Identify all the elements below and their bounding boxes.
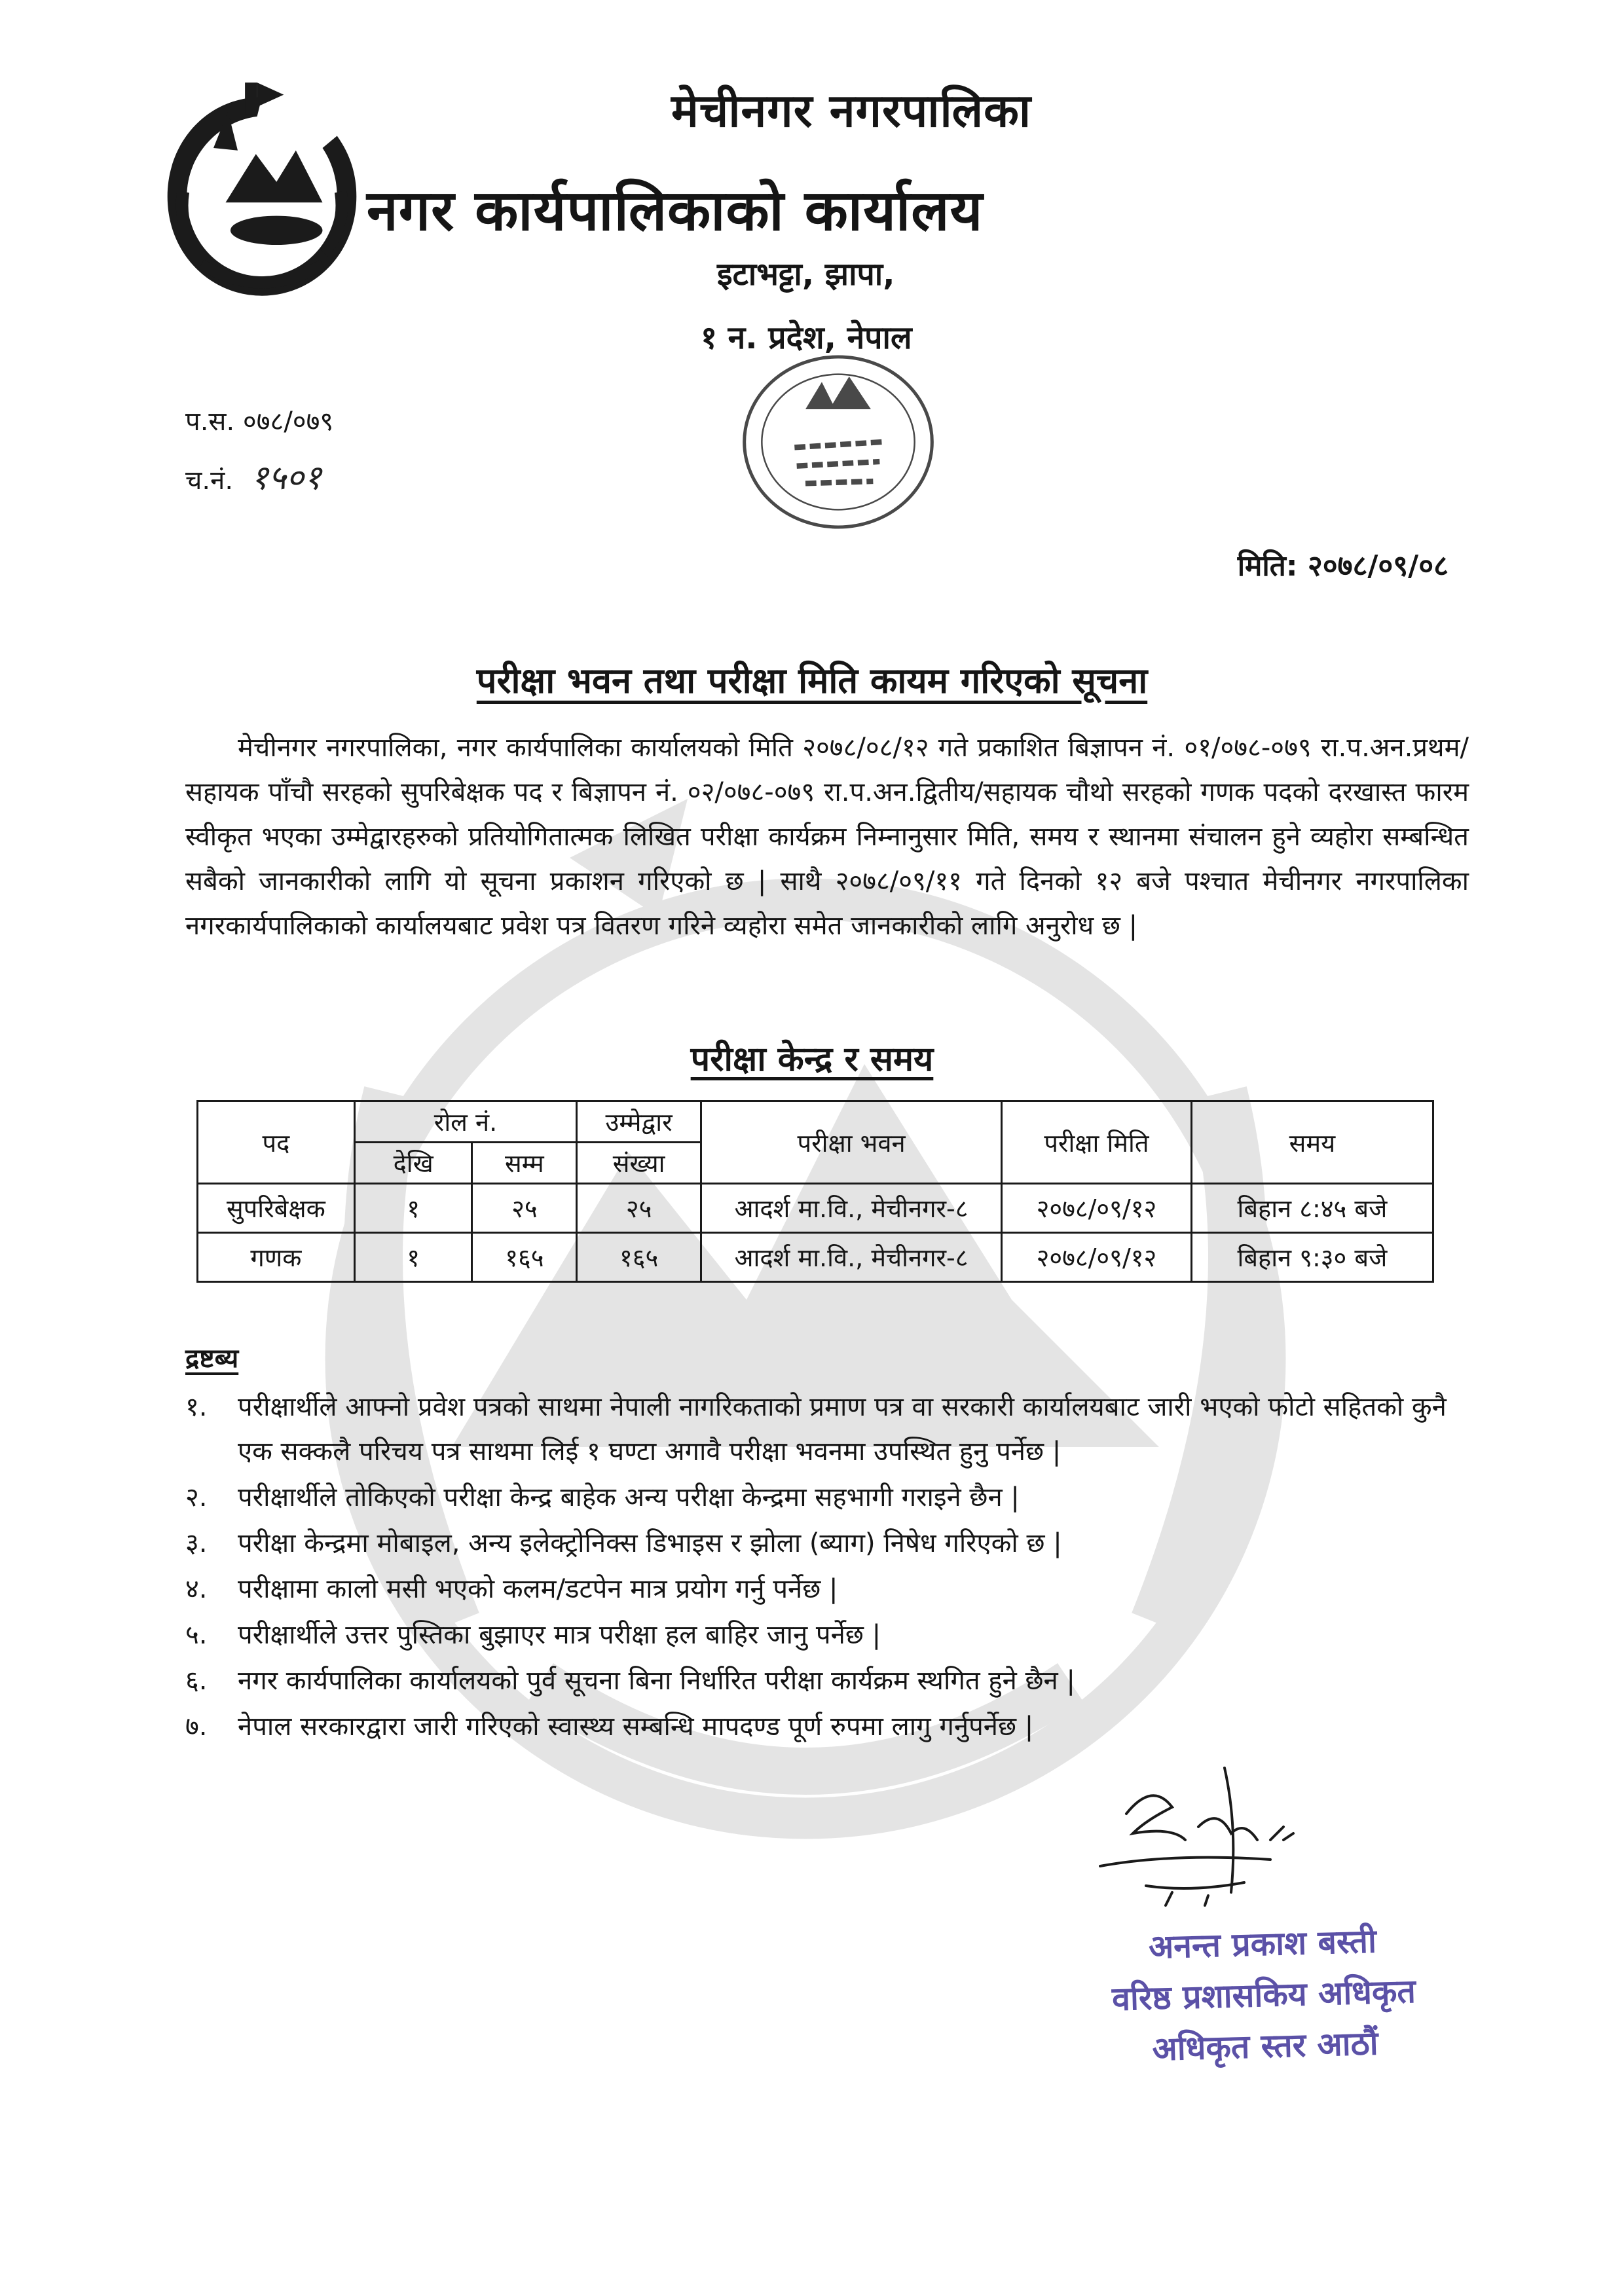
address-line-2: १ न. प्रदेश, नेपाल xyxy=(701,320,912,356)
notice-date xyxy=(1238,545,1449,584)
note-number: २. xyxy=(185,1482,208,1513)
signatory-level: अधिकृत स्तर आठौं xyxy=(1151,2024,1379,2068)
date-label: मिति: xyxy=(1237,549,1298,583)
cell-time: बिहान ९:३० बजे xyxy=(1191,1233,1433,1282)
note-text: परीक्षा केन्द्रमा मोबाइल, अन्य इलेक्ट्रोनिक्स डिभाइस र झोला (ब्याग) निषेध गरिएको छ | xyxy=(238,1528,1062,1558)
office-stamp xyxy=(727,344,950,540)
header-candidates-line1: उम्मेद्वार xyxy=(577,1101,701,1143)
note-text: परीक्षार्थीले उत्तर पुस्तिका बुझाएर मात्र परीक्षा हल बाहिर जानु पर्नेछ | xyxy=(238,1620,881,1650)
dispatch-label: च.नं. xyxy=(185,466,234,496)
note-text: परीक्षामा कालो मसी भएको कलम/डटपेन मात्र प्रयोग गर्नु पर्नेछ | xyxy=(238,1574,838,1604)
cell-roll-from: १ xyxy=(354,1184,472,1233)
header-time: समय xyxy=(1191,1101,1433,1184)
cell-post: गणक xyxy=(198,1233,355,1282)
cell-roll-to: १६५ xyxy=(472,1233,577,1282)
cell-post: सुपरिबेक्षक xyxy=(198,1184,355,1233)
signatory-name: अनन्त प्रकाश बस्ती xyxy=(1148,1922,1377,1966)
list-item xyxy=(185,1385,1482,1474)
table-row xyxy=(198,1233,1433,1282)
cell-venue: आदर्श मा.वि., मेचीनगर-८ xyxy=(701,1233,1001,1282)
note-number: ५. xyxy=(185,1620,208,1650)
notes-list xyxy=(185,1385,1482,1750)
list-item xyxy=(185,1567,1482,1611)
cell-roll-from: १ xyxy=(354,1233,472,1282)
note-number: ७. xyxy=(185,1712,208,1742)
notice-title: परीक्षा भवन तथा परीक्षा मिति कायम गरिएको सूचना xyxy=(476,660,1148,701)
header-venue: परीक्षा भवन xyxy=(701,1101,1001,1184)
exam-schedule-table xyxy=(196,1100,1434,1283)
exam-section-title: परीक्षा केन्द्र र समय xyxy=(690,1040,934,1079)
cell-roll-to: २५ xyxy=(472,1184,577,1233)
note-number: ४. xyxy=(185,1574,208,1604)
notice-body: मेचीनगर नगरपालिका, नगर कार्यपालिका कार्यालयको मिति २०७८/०८/१२ गते प्रकाशित बिज्ञापन नं. ०१/०७८-०७९ रा.प.अन.प्रथम/सहायक पाँचौ सरहको सुपरिबेक्षक पद र बिज्ञापन नं. ०२/०७८-०७९ रा.प.अन.द्वितीय/सहायक चौथो सरहको गणक पदको दरखास्त फारम स्वीकृत भएका उम्मेद्वारहरुको प्रतियोगितात्मक लिखित परीक्षा कार्यक्रम निम्नानुसार मिति, समय र स्थानमा संचालन हुने व्यहोरा सम्बन्धित सबैको जानकारीको लागि यो सूचना प्रकाशन गरिएको छ | साथै २०७८/०९/११ गते दिनको १२ बजे पश्चात मेचीनगर नगरपालिका नगरकार्यपालिकाको कार्यालयबाट प्रवेश पत्र वितरण गरिने व्यहोरा समेत जानकारीको लागि अनुरोध छ | xyxy=(185,733,1469,941)
note-text: नगर कार्यपालिका कार्यालयको पुर्व सूचना बिना निर्धारित परीक्षा कार्यक्रम स्थगित हुने छैन | xyxy=(238,1666,1075,1696)
list-item xyxy=(185,1613,1482,1657)
cell-date: २०७८/०९/१२ xyxy=(1002,1233,1192,1282)
dispatch-number xyxy=(185,453,322,500)
table-row xyxy=(198,1184,1433,1233)
list-item xyxy=(185,1521,1482,1566)
signatory-stamp xyxy=(1072,1913,1456,2076)
cell-time: बिहान ८:४५ बजे xyxy=(1191,1184,1433,1233)
note-number: ६. xyxy=(185,1666,208,1696)
fiscal-year-value: ०७८/०७९ xyxy=(242,407,334,437)
header-roll: रोल नं. xyxy=(354,1101,576,1143)
office-name: नगर कार्यपालिकाको कार्यालय xyxy=(367,178,984,244)
municipality-name: मेचीनगर नगरपालिका xyxy=(671,84,1031,138)
cell-venue: आदर्श मा.वि., मेचीनगर-८ xyxy=(701,1184,1001,1233)
header-post: पद xyxy=(198,1101,355,1184)
cell-count: १६५ xyxy=(577,1233,701,1282)
dispatch-value: १५०१ xyxy=(250,458,322,498)
list-item xyxy=(185,1475,1482,1520)
cell-count: २५ xyxy=(577,1184,701,1233)
signatory-designation: वरिष्ठ प्रशासकिय अधिकृत xyxy=(1111,1972,1416,2019)
cell-date: २०७८/०९/१२ xyxy=(1002,1184,1192,1233)
list-item xyxy=(185,1659,1482,1703)
date-value: २०७८/०९/०८ xyxy=(1307,549,1449,583)
address-line-1: इटाभट्टा, झापा, xyxy=(717,256,895,293)
header-roll-from: देखि xyxy=(354,1143,472,1184)
notes-title: द्रष्टब्य xyxy=(185,1344,239,1374)
header-candidates-line2: संख्या xyxy=(577,1143,701,1184)
fiscal-year xyxy=(185,402,333,438)
note-text: नेपाल सरकारद्वारा जारी गरिएको स्वास्थ्य सम्बन्धि मापदण्ड पूर्ण रुपमा लागु गर्नुपर्नेछ | xyxy=(238,1712,1034,1742)
note-number: ३. xyxy=(185,1528,208,1558)
note-text: परीक्षार्थीले तोकिएको परीक्षा केन्द्र बाहेक अन्य परीक्षा केन्द्रमा सहभागी गराइने छैन | xyxy=(238,1482,1020,1513)
note-number: १. xyxy=(185,1392,208,1422)
header-exam-date: परीक्षा मिति xyxy=(1002,1101,1192,1184)
note-text: परीक्षार्थीले आफ्नो प्रवेश पत्रको साथमा नेपाली नागरिकताको प्रमाण पत्र वा सरकारी कार्यालयबाट जारी भएको फोटो सहितको कुनै एक सक्कलै परिचय पत्र साथमा लिई १ घण्टा अगावै परीक्षा भवनमा उपस्थित हुनु पर्नेछ | xyxy=(238,1392,1447,1467)
fiscal-year-label: प.स. xyxy=(185,407,235,437)
header-roll-to: सम्म xyxy=(472,1143,577,1184)
